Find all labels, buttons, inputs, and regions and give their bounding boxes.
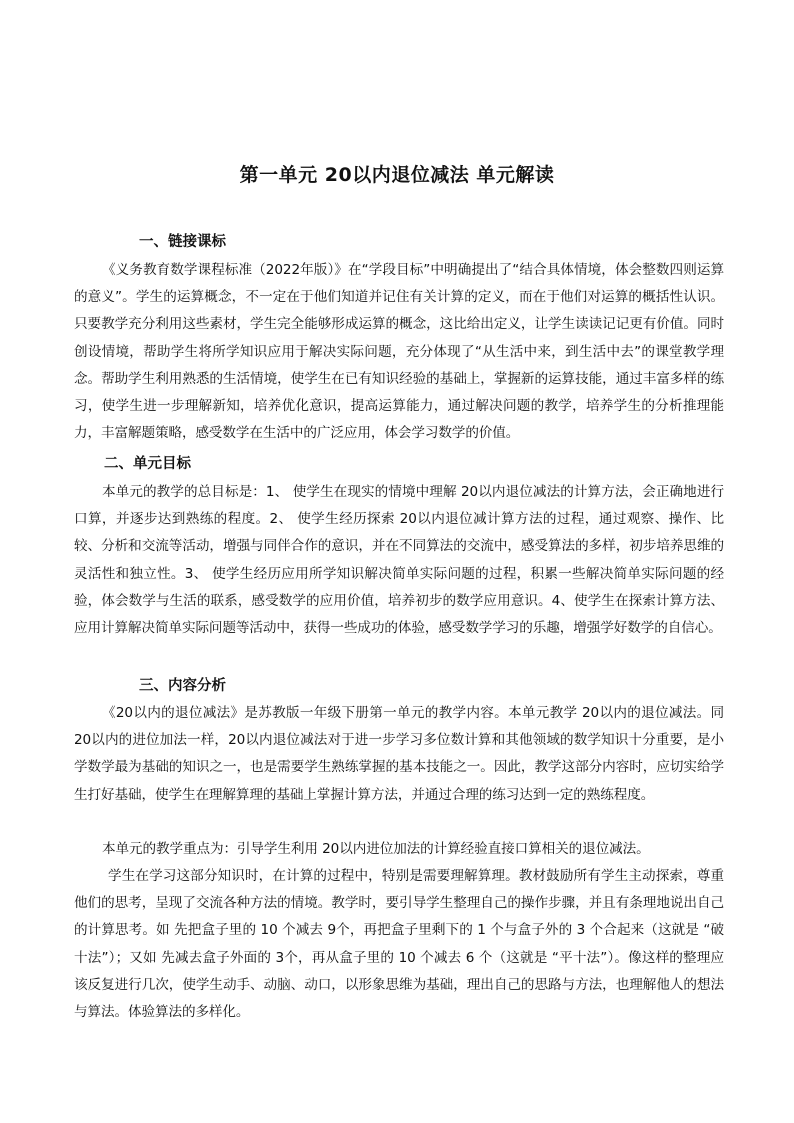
section-1-paragraph: 《义务教育数学课程标准（2022年版）》在“学段目标”中明确提出了“结合具体情境，体会整数四则运算的意义”。学生的运算概念，不一定在于他们知道并记住有关计算的定义，而在于他们对运算的概括性认识。只要教学充分利用这些素材，学生完全能够形成运算的概念，这比给出定义，让学生读读记记更有价值。同时创设情境，帮助学生将所学知识应用于解决实际问题，充分体现了“从生活中来，到生活中去”的课堂教学理念。帮助学生利用熟悉的生活情境，使学生在已有知识经验的基础上，掌握新的运算技能，通过丰富多样的练习，使学生进一步理解新知，培养优化意识，提高运算能力，通过解决问题的教学，培养学生的分析推理能力，丰富解题策略，感受数学在生活中的广泛应用，体会学习数学的价值。	[74, 262, 724, 442]
section-3-paragraph-3: 学生在学习这部分知识时，在计算的过程中，特别是需要理解算理。教材鼓励所有学生主动探索，尊重他们的思考，呈现了交流各种方法的情境。教学时，要引导学生整理自己的操作步骤，并且有条理地说出自己的计算思考。如 先把盒子里的 10 个减去 9个，再把盒子里剩下的 1 个与盒子外的 3 个合起来（这就是 “破十法”）；又如 先减去盒子外面的 3个，再从盒子里的 10 个减去 6 个（这就是 “平十法”）。像这样的整理应该反复进行几次，使学生动手、动脑、动口，以形象思维为基础，理出自己的思路与方法，也理解他人的想法与算法。体验算法的多样化。	[74, 868, 724, 1021]
page-title: 第一单元 20以内退位减法 单元解读	[239, 164, 555, 186]
section-heading-1: 一、链接课标	[139, 234, 226, 250]
section-2-paragraph: 本单元的教学的总目标是：1、 使学生在现实的情境中理解 20以内退位减法的计算方法，会正确地进行口算，并逐步达到熟练的程度。2、 使学生经历探索 20以内退位减计算方法的过程，通过观察、操作、比较、分析和交流等活动，增强与同伴合作的意识，并在不同算法的交流中，感受算法的多样，初步培养思维的灵活性和独立性。3、 使学生经历应用所学知识解决简单实际问题的过程，积累一些解决简单实际问题的经验，体会数学与生活的联系，感受数学的应用价值，培养初步的数学应用意识。4、使学生在探索计算方法、应用计算解决简单实际问题等活动中，获得一些成功的体验，感受数学学习的乐趣，增强学好数学的自信心。	[74, 484, 724, 637]
section-3-paragraph-1: 《20以内的退位减法》是苏教版一年级下册第一单元的教学内容。本单元教学 20以内的退位减法。同 20以内的进位加法一样，20以内退位减法对于进一步学习多位数计算和其他领域的数学知识十分重要，是小学数学最为基础的知识之一，也是需要学生熟练掌握的基本技能之一。因此，教学这部分内容时，应切实给学生打好基础，使学生在理解算理的基础上掌握计算方法，并通过合理的练习达到一定的熟练程度。	[74, 705, 724, 803]
section-3-paragraph-2: 本单元的教学重点为：引导学生利用 20以内进位加法的计算经验直接口算相关的退位减法。	[102, 841, 650, 857]
section-heading-2: 二、单元目标	[104, 456, 191, 472]
section-heading-3: 三、内容分析	[139, 678, 226, 694]
